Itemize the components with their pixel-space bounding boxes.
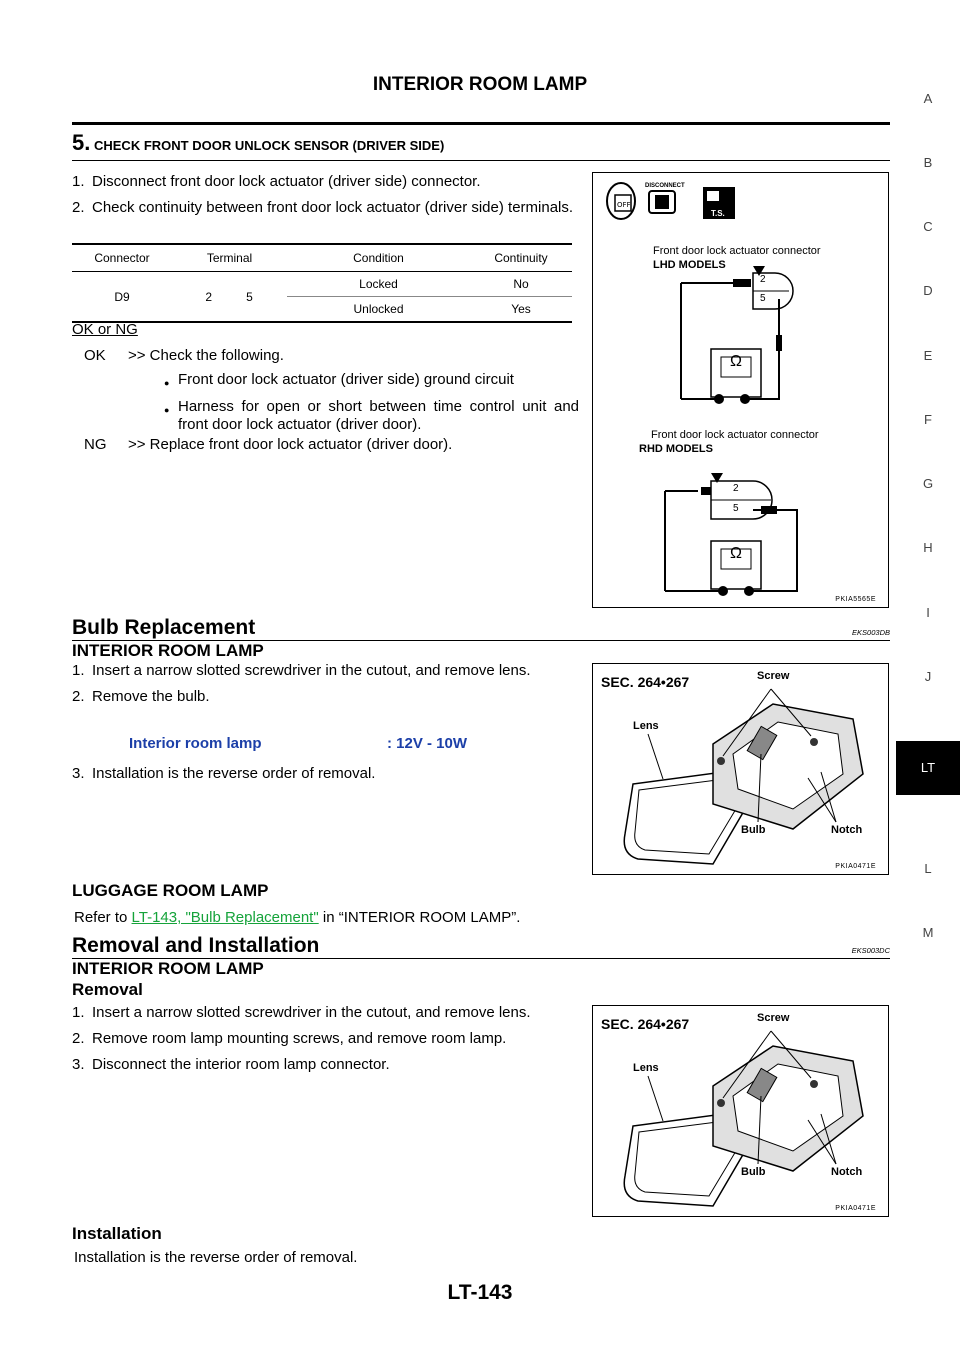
list-item: 1. Insert a narrow slotted screwdriver in the cutout, and remove lens. bbox=[72, 662, 531, 679]
tab-c[interactable]: C bbox=[923, 219, 933, 234]
sec-label: SEC. 264•267 bbox=[601, 674, 690, 690]
ok-text: >> Check the following. bbox=[128, 347, 284, 364]
bulb-list bbox=[72, 662, 577, 714]
rhd-caption: Front door lock actuator connector bbox=[651, 429, 819, 441]
table-cell: Yes bbox=[511, 302, 531, 316]
screw-label: Screw bbox=[757, 1012, 790, 1024]
ng-block bbox=[84, 436, 452, 454]
wiring-diagram-graphic bbox=[593, 173, 888, 607]
rhd-pin-2: 2 bbox=[733, 483, 739, 494]
lamp-graphic bbox=[593, 664, 888, 874]
step-rule bbox=[72, 160, 890, 161]
ng-key: NG bbox=[84, 436, 107, 453]
section-code: EKS003DB bbox=[852, 628, 890, 637]
list-item: 2. Check continuity between front door lock actuator (driver side) terminals. bbox=[72, 199, 574, 216]
tab-a[interactable]: A bbox=[923, 91, 933, 106]
removal-list bbox=[72, 1004, 577, 1082]
spec-label: Interior room lamp bbox=[129, 735, 262, 752]
ok-ng-label: OK or NG bbox=[72, 321, 138, 338]
section-code: EKS003DC bbox=[851, 946, 890, 955]
step-number: 5. bbox=[72, 130, 91, 155]
step-title: CHECK FRONT DOOR UNLOCK SENSOR (DRIVER SIDE) bbox=[93, 138, 445, 153]
installation-text: Installation is the reverse order of removal. bbox=[74, 1249, 358, 1266]
section-title: Bulb Replacement bbox=[72, 616, 256, 639]
disconnect-label: DISCONNECT bbox=[645, 183, 685, 189]
table-cell: Locked bbox=[359, 277, 398, 291]
list-item: 2. Remove room lamp mounting screws, and remove room lamp. bbox=[72, 1030, 507, 1047]
rhd-models: RHD MODELS bbox=[639, 443, 713, 455]
ts-label: T.S. bbox=[711, 209, 725, 218]
table-cell: D9 bbox=[114, 289, 130, 304]
screw-label: Screw bbox=[757, 670, 790, 682]
lens-label: Lens bbox=[633, 1062, 659, 1074]
ok-block bbox=[84, 347, 579, 434]
sub-heading: INTERIOR ROOM LAMP bbox=[72, 959, 264, 978]
lens-label: Lens bbox=[633, 720, 659, 732]
header-rule bbox=[72, 122, 890, 125]
bulb-label: Bulb bbox=[741, 1166, 766, 1178]
table-header: Condition bbox=[353, 251, 404, 265]
rhd-pin-5: 5 bbox=[733, 503, 739, 514]
table-header: Connector bbox=[94, 251, 150, 265]
ohm-icon: Ω bbox=[730, 545, 742, 562]
lhd-caption: Front door lock actuator connector bbox=[653, 245, 821, 257]
table-cell: 2 bbox=[205, 289, 212, 304]
tab-lt[interactable]: LT bbox=[896, 741, 960, 795]
table-cell: Unlocked bbox=[353, 302, 404, 316]
sub-heading: LUGGAGE ROOM LAMP bbox=[72, 881, 269, 900]
lhd-models: LHD MODELS bbox=[653, 259, 726, 271]
notch-label: Notch bbox=[831, 1166, 863, 1178]
tab-i[interactable]: I bbox=[926, 605, 930, 620]
svg-text:OFF: OFF bbox=[617, 201, 631, 209]
bulb-list-2 bbox=[72, 765, 577, 791]
table-header: Terminal bbox=[206, 251, 253, 265]
list-item: ● Harness for open or short between time control unit and front door lock actuator (driver door). bbox=[164, 398, 579, 433]
sub-heading: INTERIOR ROOM LAMP bbox=[72, 641, 264, 660]
step-heading bbox=[72, 130, 444, 156]
spec-value: : 12V - 10W bbox=[387, 735, 468, 752]
page-number: LT-143 bbox=[447, 1281, 513, 1304]
figure-code: PKIA0471E bbox=[835, 1205, 876, 1212]
list-item: 1. Insert a narrow slotted screwdriver in the cutout, and remove lens. bbox=[72, 1004, 531, 1021]
ohm-icon: Ω bbox=[730, 353, 742, 370]
tab-h[interactable]: H bbox=[923, 540, 933, 555]
section-title: Removal and Installation bbox=[72, 934, 320, 957]
figure-lamp-lens bbox=[592, 1005, 889, 1217]
refer-text: Refer to LT-143, "Bulb Replacement" in “INTERIOR ROOM LAMP”. bbox=[74, 909, 521, 926]
removal-heading: Removal bbox=[72, 980, 143, 999]
figure-code: PKIA5565E bbox=[835, 596, 876, 603]
table-cell: 5 bbox=[246, 289, 253, 304]
lamp-graphic bbox=[593, 1006, 888, 1216]
figure-code: PKIA0471E bbox=[835, 863, 876, 870]
ok-key: OK bbox=[84, 347, 106, 364]
continuity-table bbox=[72, 243, 572, 323]
list-item: 3. Installation is the reverse order of removal. bbox=[72, 765, 376, 782]
tab-j[interactable]: J bbox=[924, 669, 932, 684]
lhd-pin-5: 5 bbox=[760, 293, 766, 304]
list-item: 1. Disconnect front door lock actuator (driver side) connector. bbox=[72, 173, 481, 190]
list-item: 2. Remove the bulb. bbox=[72, 688, 210, 705]
list-item: ● Front door lock actuator (driver side) ground circuit bbox=[164, 371, 514, 388]
notch-label: Notch bbox=[831, 824, 863, 836]
lhd-pin-2: 2 bbox=[760, 274, 766, 285]
table-header: Continuity bbox=[494, 251, 548, 265]
tab-d[interactable]: D bbox=[923, 283, 933, 298]
page-title: INTERIOR ROOM LAMP bbox=[372, 74, 588, 95]
table-cell: No bbox=[513, 277, 529, 291]
tab-l[interactable]: L bbox=[924, 861, 932, 876]
bulb-label: Bulb bbox=[741, 824, 766, 836]
figure-continuity-check bbox=[592, 172, 889, 608]
tab-f[interactable]: F bbox=[924, 412, 932, 427]
figure-lamp-lens bbox=[592, 663, 889, 875]
step5-list bbox=[72, 173, 577, 225]
sec-label: SEC. 264•267 bbox=[601, 1016, 690, 1032]
tab-e[interactable]: E bbox=[923, 348, 933, 363]
tab-m[interactable]: M bbox=[922, 925, 934, 940]
ng-text: >> Replace front door lock actuator (driver door). bbox=[128, 436, 453, 453]
installation-heading: Installation bbox=[72, 1224, 162, 1243]
tab-b[interactable]: B bbox=[923, 155, 933, 170]
list-item: 3. Disconnect the interior room lamp connector. bbox=[72, 1056, 390, 1073]
refer-link[interactable]: LT-143, "Bulb Replacement" bbox=[131, 909, 319, 926]
tab-g[interactable]: G bbox=[922, 476, 934, 491]
